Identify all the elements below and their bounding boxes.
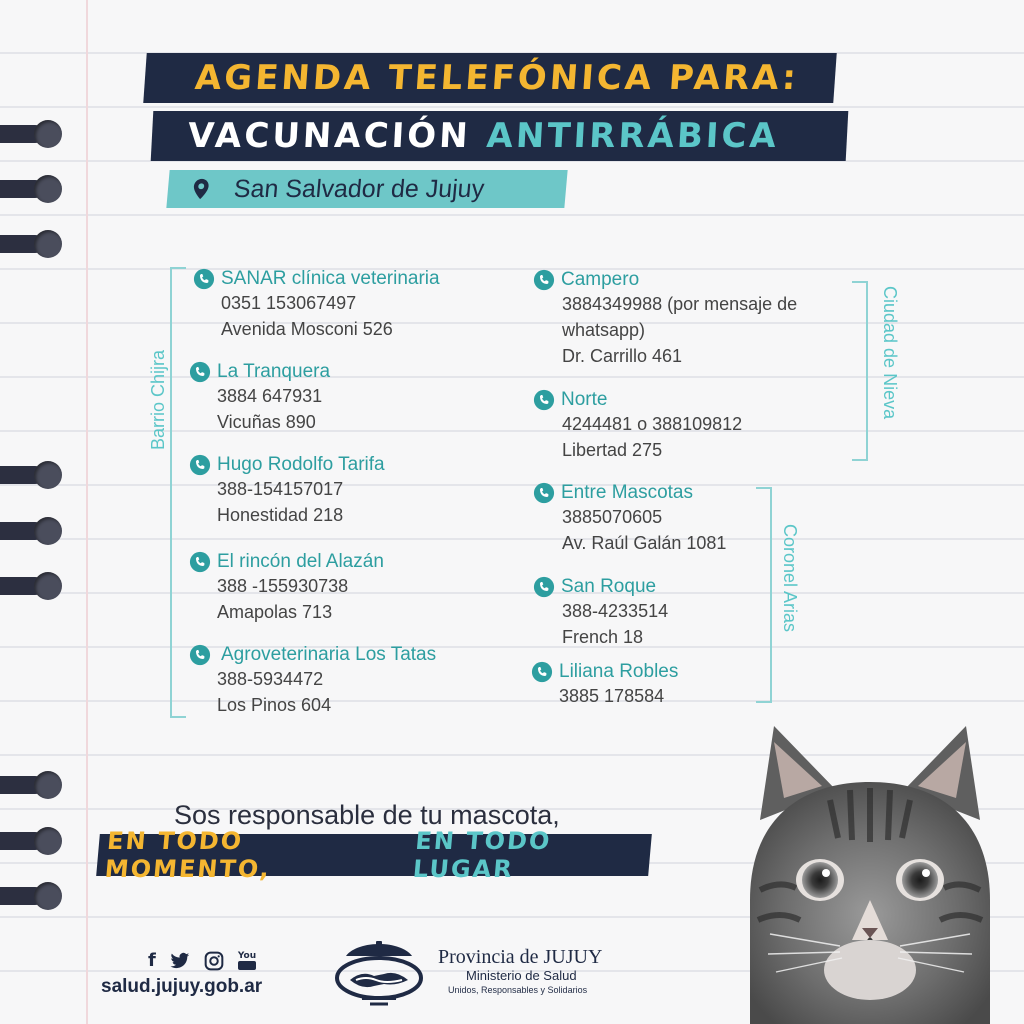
- contact-name: Norte: [561, 389, 608, 410]
- contact-entry: [189, 644, 436, 718]
- contact-entry: [189, 551, 384, 625]
- instagram-icon[interactable]: [204, 951, 224, 971]
- provincia-jujuy-logo-icon: [332, 940, 426, 1006]
- contact-address: Honestidad 218: [217, 505, 344, 525]
- contact-phone-continued: whatsapp): [562, 320, 646, 340]
- contact-address: Avenida Mosconi 526: [221, 319, 393, 339]
- slogan-part-a: EN TODO MOMENTO,: [103, 827, 273, 883]
- contact-name: Entre Mascotas: [561, 482, 693, 503]
- title-line2-a: VACUNACIÓN: [186, 116, 472, 156]
- contact-name: El rincón del Alazán: [217, 551, 384, 572]
- phone-icon: [189, 644, 211, 666]
- phone-icon: [533, 482, 555, 504]
- location-pin-icon: [189, 178, 213, 200]
- zone-bracket-left: [170, 267, 186, 718]
- contact-name: SANAR clínica veterinaria: [221, 268, 440, 289]
- contact-name: Liliana Robles: [559, 661, 679, 682]
- social-icons: [148, 950, 256, 971]
- phone-icon: [193, 268, 215, 290]
- binder-ring: [0, 882, 62, 910]
- contact-phone: 3885 178584: [559, 686, 665, 706]
- youtube-icon[interactable]: You: [238, 952, 256, 970]
- zone-label-right-top: Ciudad de Nieva: [880, 286, 900, 420]
- contact-phone: 388 -155930738: [217, 576, 349, 596]
- title-line2-b: ANTIRRÁBICA: [485, 116, 780, 156]
- contact-phone: 3884 647931: [217, 386, 323, 406]
- zone-label-left: Barrio Chijra: [148, 349, 168, 450]
- contact-address: Vicuñas 890: [217, 412, 316, 432]
- phone-icon: [533, 389, 555, 411]
- binder-ring: [0, 175, 62, 203]
- ministry-name: Ministerio de Salud: [466, 968, 577, 983]
- phone-icon: [189, 551, 211, 573]
- contact-phone: 388-154157017: [217, 479, 344, 499]
- contact-address: Los Pinos 604: [217, 695, 332, 715]
- contact-name: La Tranquera: [217, 361, 331, 382]
- contact-name: San Roque: [561, 576, 657, 597]
- binder-ring: [0, 230, 62, 258]
- contact-phone: 0351 153067497: [221, 293, 357, 313]
- facebook-icon[interactable]: f: [148, 950, 156, 971]
- slogan-part-b: EN TODO LUGAR: [411, 827, 553, 883]
- website-link[interactable]: salud.jujuy.gob.ar: [101, 976, 263, 997]
- contact-entry: [533, 389, 742, 463]
- contact-entry: [189, 454, 385, 528]
- contact-name: Campero: [561, 269, 640, 290]
- slogan-line1: Sos responsable de tu mascota,: [174, 800, 560, 830]
- location-text: San Salvador de Jujuy: [232, 174, 486, 203]
- twitter-icon[interactable]: [170, 952, 190, 970]
- contact-address: Dr. Carrillo 461: [562, 346, 683, 366]
- contact-name: Hugo Rodolfo Tarifa: [217, 454, 385, 475]
- contact-phone: 388-5934472: [217, 669, 324, 689]
- zone-bracket-right-bottom: [756, 487, 772, 703]
- binder-ring: [0, 572, 62, 600]
- contact-address: Amapolas 713: [217, 602, 333, 622]
- contact-address: French 18: [562, 627, 644, 647]
- cat-photo: [740, 720, 1000, 1024]
- contact-entry: [533, 576, 668, 650]
- slogan-banner: [96, 827, 652, 883]
- contact-entry: [193, 268, 440, 342]
- contact-phone: 3884349988 (por mensaje de: [562, 294, 798, 314]
- phone-icon: [189, 361, 211, 383]
- contact-entry: [533, 482, 726, 556]
- binder-ring: [0, 827, 62, 855]
- binder-ring: [0, 517, 62, 545]
- location-band: [166, 170, 567, 208]
- zone-label-right-bottom: Coronel Arias: [780, 524, 800, 633]
- binder-ring: [0, 461, 62, 489]
- phone-icon: [531, 661, 553, 683]
- contact-entry: [531, 661, 678, 709]
- contact-address: Libertad 275: [562, 440, 663, 460]
- contact-entry: [533, 269, 797, 369]
- ministry-motto: Unidos, Responsables y Solidarios: [448, 985, 588, 995]
- province-name: Provincia de JUJUY: [438, 946, 603, 968]
- phone-icon: [189, 454, 211, 476]
- phone-icon: [533, 269, 555, 291]
- contact-entry: [189, 361, 330, 435]
- contact-address: Av. Raúl Galán 1081: [562, 533, 727, 553]
- binder-ring: [0, 771, 62, 799]
- phone-icon: [533, 576, 555, 598]
- title-line1: AGENDA TELEFÓNICA PARA:: [193, 58, 801, 98]
- contact-name: Agroveterinaria Los Tatas: [221, 644, 437, 665]
- zone-bracket-right-top: [852, 281, 868, 461]
- title-banner-line1: [143, 53, 836, 103]
- notebook-margin-line: [86, 0, 88, 1024]
- binder-ring: [0, 120, 62, 148]
- contact-phone: 3885070605: [562, 507, 663, 527]
- title-banner-line2: [151, 111, 849, 161]
- contact-phone: 388-4233514: [562, 601, 669, 621]
- contact-phone: 4244481 o 388109812: [562, 414, 743, 434]
